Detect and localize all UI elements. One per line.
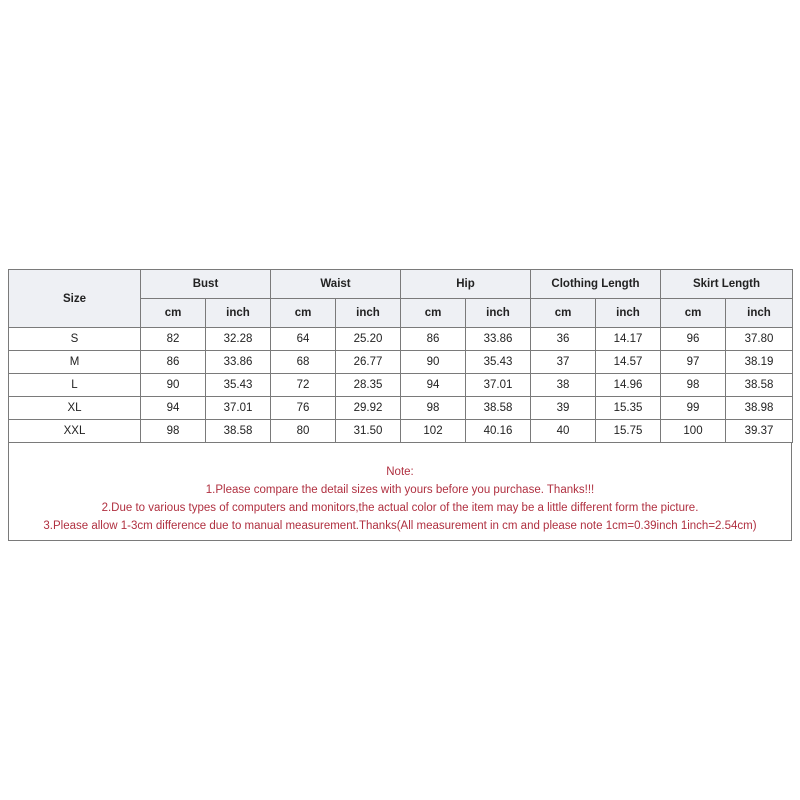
unit-header: cm [531, 299, 596, 328]
measurement-cell: 72 [271, 374, 336, 397]
note-line-3: 3.Please allow 1-3cm difference due to manual measurement.Thanks(All measurement in cm and please note 1cm=0.39inch 1inch=2.54cm) [43, 520, 757, 532]
measurement-cell: 14.96 [596, 374, 661, 397]
measurement-cell: 26.77 [336, 351, 401, 374]
note-line-1: 1.Please compare the detail sizes with yours before you purchase. Thanks!!! [205, 484, 595, 496]
measurement-cell: 37.01 [206, 397, 271, 420]
measurement-cell: 15.35 [596, 397, 661, 420]
measurement-cell: 98 [141, 420, 206, 443]
measurement-cell: 40.16 [466, 420, 531, 443]
unit-header: cm [141, 299, 206, 328]
measurement-cell: 33.86 [206, 351, 271, 374]
unit-header: cm [271, 299, 336, 328]
measurement-cell: 33.86 [466, 328, 531, 351]
size-cell: XXL [9, 420, 141, 443]
measurement-cell: 97 [661, 351, 726, 374]
measurement-cell: 39.37 [726, 420, 793, 443]
measurement-cell: 35.43 [206, 374, 271, 397]
measurement-cell: 80 [271, 420, 336, 443]
unit-header: cm [401, 299, 466, 328]
measurement-group-header: Waist [271, 270, 401, 299]
measurement-cell: 64 [271, 328, 336, 351]
measurement-cell: 28.35 [336, 374, 401, 397]
measurement-cell: 32.28 [206, 328, 271, 351]
table-row [9, 328, 793, 351]
measurement-cell: 96 [661, 328, 726, 351]
size-column-header: Size [9, 270, 141, 328]
measurement-cell: 14.57 [596, 351, 661, 374]
table-row [9, 397, 793, 420]
measurement-cell: 68 [271, 351, 336, 374]
measurement-cell: 39 [531, 397, 596, 420]
unit-header: cm [661, 299, 726, 328]
table-row [9, 351, 793, 374]
table-body [9, 328, 793, 443]
measurement-cell: 86 [141, 351, 206, 374]
measurement-cell: 94 [401, 374, 466, 397]
measurement-group-header: Skirt Length [661, 270, 793, 299]
measurement-cell: 40 [531, 420, 596, 443]
measurement-cell: 38 [531, 374, 596, 397]
measurement-cell: 99 [661, 397, 726, 420]
measurement-cell: 25.20 [336, 328, 401, 351]
measurement-cell: 37 [531, 351, 596, 374]
measurement-cell: 29.92 [336, 397, 401, 420]
measurement-cell: 15.75 [596, 420, 661, 443]
measurement-group-header: Hip [401, 270, 531, 299]
measurement-cell: 38.58 [726, 374, 793, 397]
unit-header: inch [726, 299, 793, 328]
measurement-cell: 98 [401, 397, 466, 420]
unit-header: inch [206, 299, 271, 328]
size-table [8, 269, 793, 443]
measurement-group-header: Bust [141, 270, 271, 299]
measurement-cell: 82 [141, 328, 206, 351]
measurement-cell: 35.43 [466, 351, 531, 374]
measurement-cell: 37.80 [726, 328, 793, 351]
size-cell: M [9, 351, 141, 374]
measurement-cell: 76 [271, 397, 336, 420]
unit-header: inch [466, 299, 531, 328]
size-cell: XL [9, 397, 141, 420]
size-cell: S [9, 328, 141, 351]
measurement-cell: 38.58 [206, 420, 271, 443]
table-row [9, 420, 793, 443]
note-box [8, 443, 792, 541]
measurement-cell: 38.98 [726, 397, 793, 420]
table-row [9, 374, 793, 397]
measurement-group-header: Clothing Length [531, 270, 661, 299]
note-title: Note: [386, 466, 414, 478]
measurement-cell: 38.58 [466, 397, 531, 420]
measurement-cell: 14.17 [596, 328, 661, 351]
measurement-cell: 98 [661, 374, 726, 397]
measurement-cell: 31.50 [336, 420, 401, 443]
measurement-cell: 102 [401, 420, 466, 443]
measurement-cell: 37.01 [466, 374, 531, 397]
unit-header: inch [336, 299, 401, 328]
note-line-2: 2.Due to various types of computers and monitors,the actual color of the item may be a little different form the picture. [101, 502, 699, 514]
measurement-cell: 100 [661, 420, 726, 443]
measurement-cell: 90 [401, 351, 466, 374]
size-chart [8, 269, 792, 541]
group-header-row [9, 270, 793, 299]
measurement-cell: 86 [401, 328, 466, 351]
measurement-cell: 38.19 [726, 351, 793, 374]
measurement-cell: 36 [531, 328, 596, 351]
size-cell: L [9, 374, 141, 397]
measurement-cell: 90 [141, 374, 206, 397]
measurement-cell: 94 [141, 397, 206, 420]
unit-header: inch [596, 299, 661, 328]
